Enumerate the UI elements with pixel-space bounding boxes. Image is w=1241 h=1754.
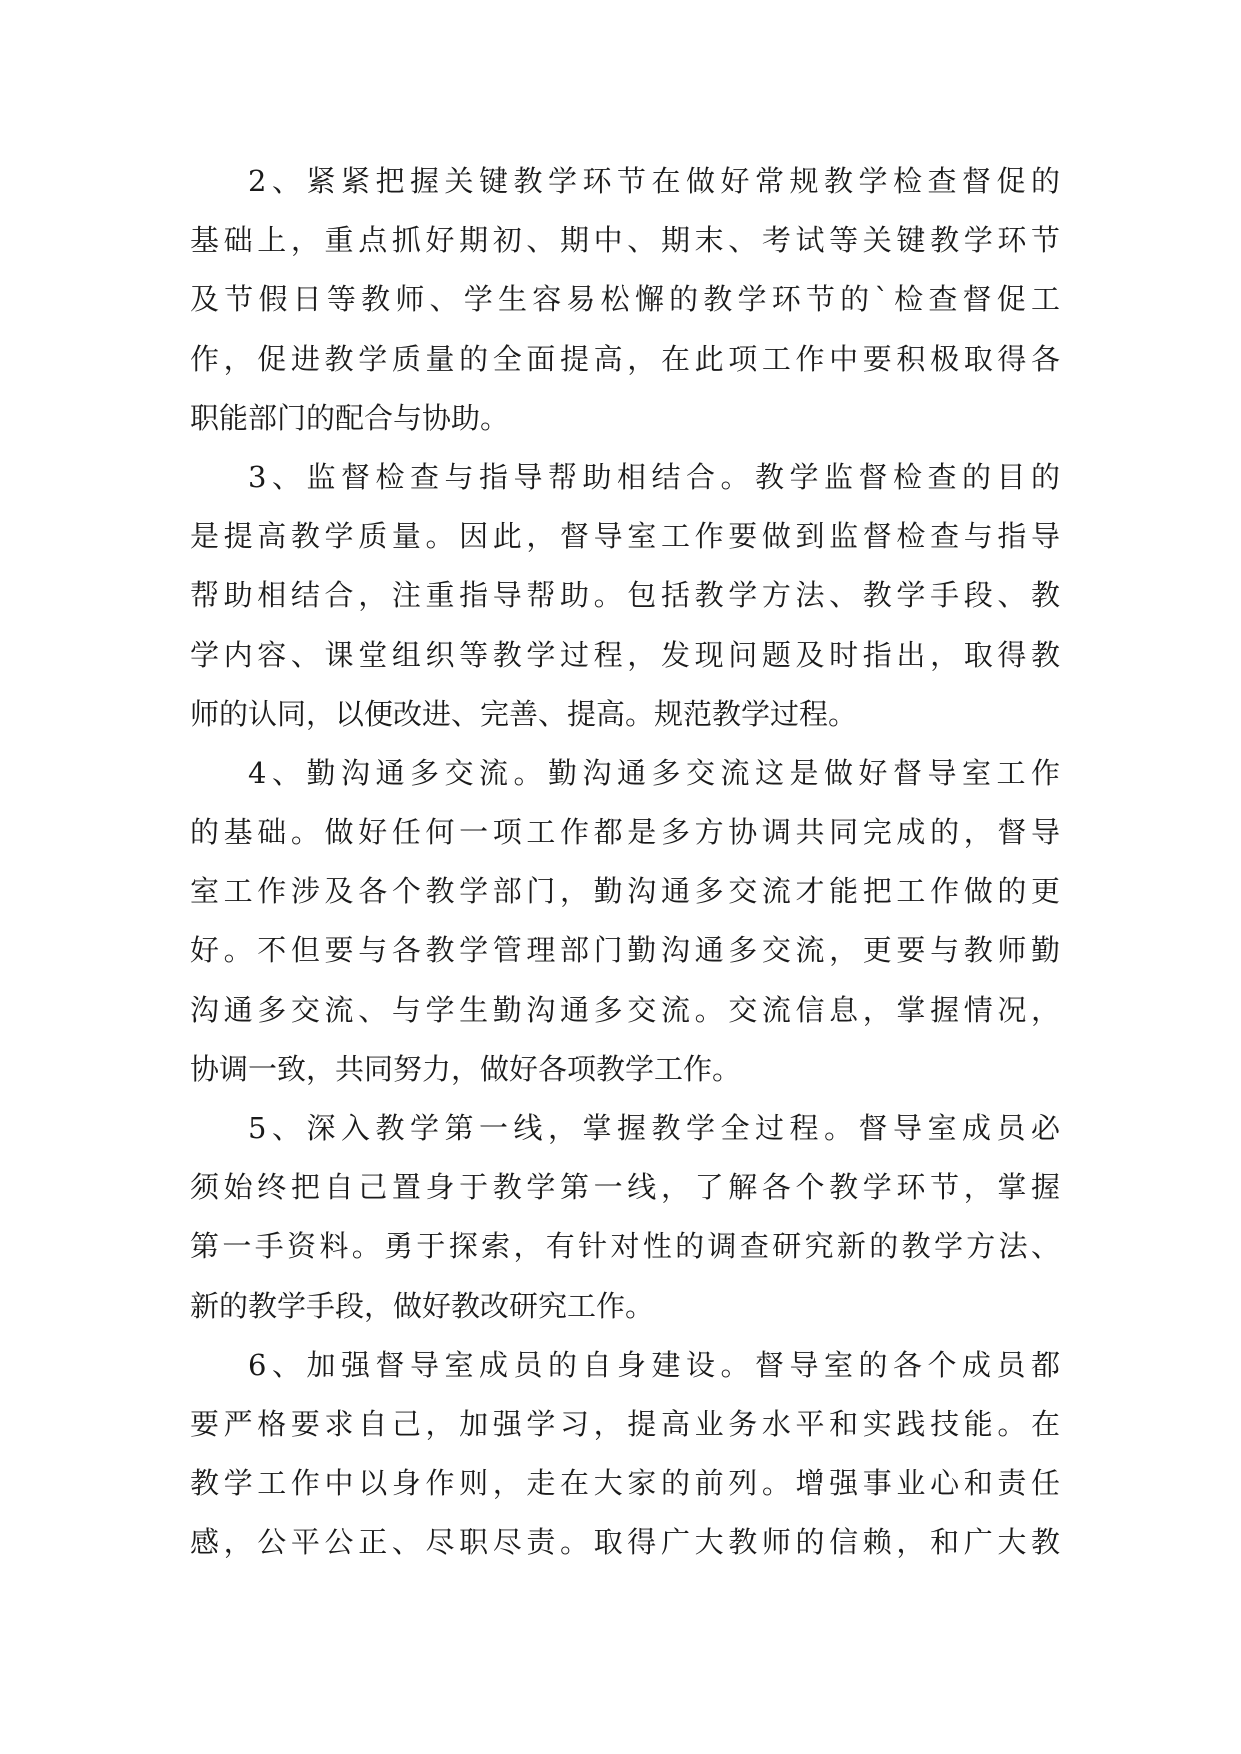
text-line: 是提高教学质量。因此，督导室工作要做到监督检查与指导: [190, 519, 1060, 554]
text-line: 6、加强督导室成员的自身建设。督导室的各个成员都: [248, 1347, 1060, 1382]
paragraph-3: [190, 448, 1060, 744]
text-line: 作，促进教学质量的全面提高，在此项工作中要积极取得各: [190, 341, 1060, 376]
text-line: 要严格要求自己，加强学习，提高业务水平和实践技能。在: [190, 1406, 1060, 1441]
text-line: 职能部门的配合与协助。: [190, 400, 510, 435]
text-line: 好。不但要与各教学管理部门勤沟通多交流，更要与教师勤: [190, 933, 1060, 968]
text-line: 2、紧紧把握关键教学环节在做好常规教学检查督促的: [248, 164, 1060, 198]
paragraph-2: [190, 152, 1060, 448]
text-line: 教学工作中以身作则，走在大家的前列。增强事业心和责任: [190, 1466, 1060, 1501]
text-line: 基础上，重点抓好期初、期中、期末、考试等关键教学环节: [190, 223, 1060, 258]
text-line: 须始终把自己置身于教学第一线，了解各个教学环节，掌握: [190, 1170, 1060, 1205]
text-line: 沟通多交流、与学生勤沟通多交流。交流信息，掌握情况，: [190, 992, 1060, 1027]
paragraph-5: [190, 1099, 1060, 1336]
text-line: 学内容、课堂组织等教学过程，发现问题及时指出，取得教: [190, 637, 1060, 672]
text-line: 3、监督检查与指导帮助相结合。教学监督检查的目的: [248, 459, 1060, 494]
text-line: 室工作涉及各个教学部门，勤沟通多交流才能把工作做的更: [190, 874, 1060, 909]
document-body: [190, 152, 1060, 1573]
text-line: 师的认同，以便改进、完善、提高。规范教学过程。: [190, 696, 858, 731]
text-line: 的基础。做好任何一项工作都是多方协调共同完成的，督导: [190, 815, 1060, 850]
paragraph-6: [190, 1336, 1060, 1573]
text-line: 4、勤沟通多交流。勤沟通多交流这是做好督导室工作: [248, 755, 1060, 790]
text-line: 帮助相结合，注重指导帮助。包括教学方法、教学手段、教: [190, 578, 1060, 613]
text-line: 及节假日等教师、学生容易松懈的教学环节的`检查督促工: [190, 282, 1060, 317]
text-line: 5、深入教学第一线，掌握教学全过程。督导室成员必: [248, 1111, 1060, 1145]
text-line: 感，公平公正、尽职尽责。取得广大教师的信赖，和广大教: [190, 1525, 1060, 1560]
text-line: 新的教学手段，做好教改研究工作。: [190, 1288, 655, 1323]
text-line: 协调一致，共同努力，做好各项教学工作。: [190, 1051, 742, 1086]
paragraph-4: [190, 744, 1060, 1099]
text-line: 第一手资料。勇于探索，有针对性的调查研究新的教学方法、: [190, 1229, 1060, 1264]
